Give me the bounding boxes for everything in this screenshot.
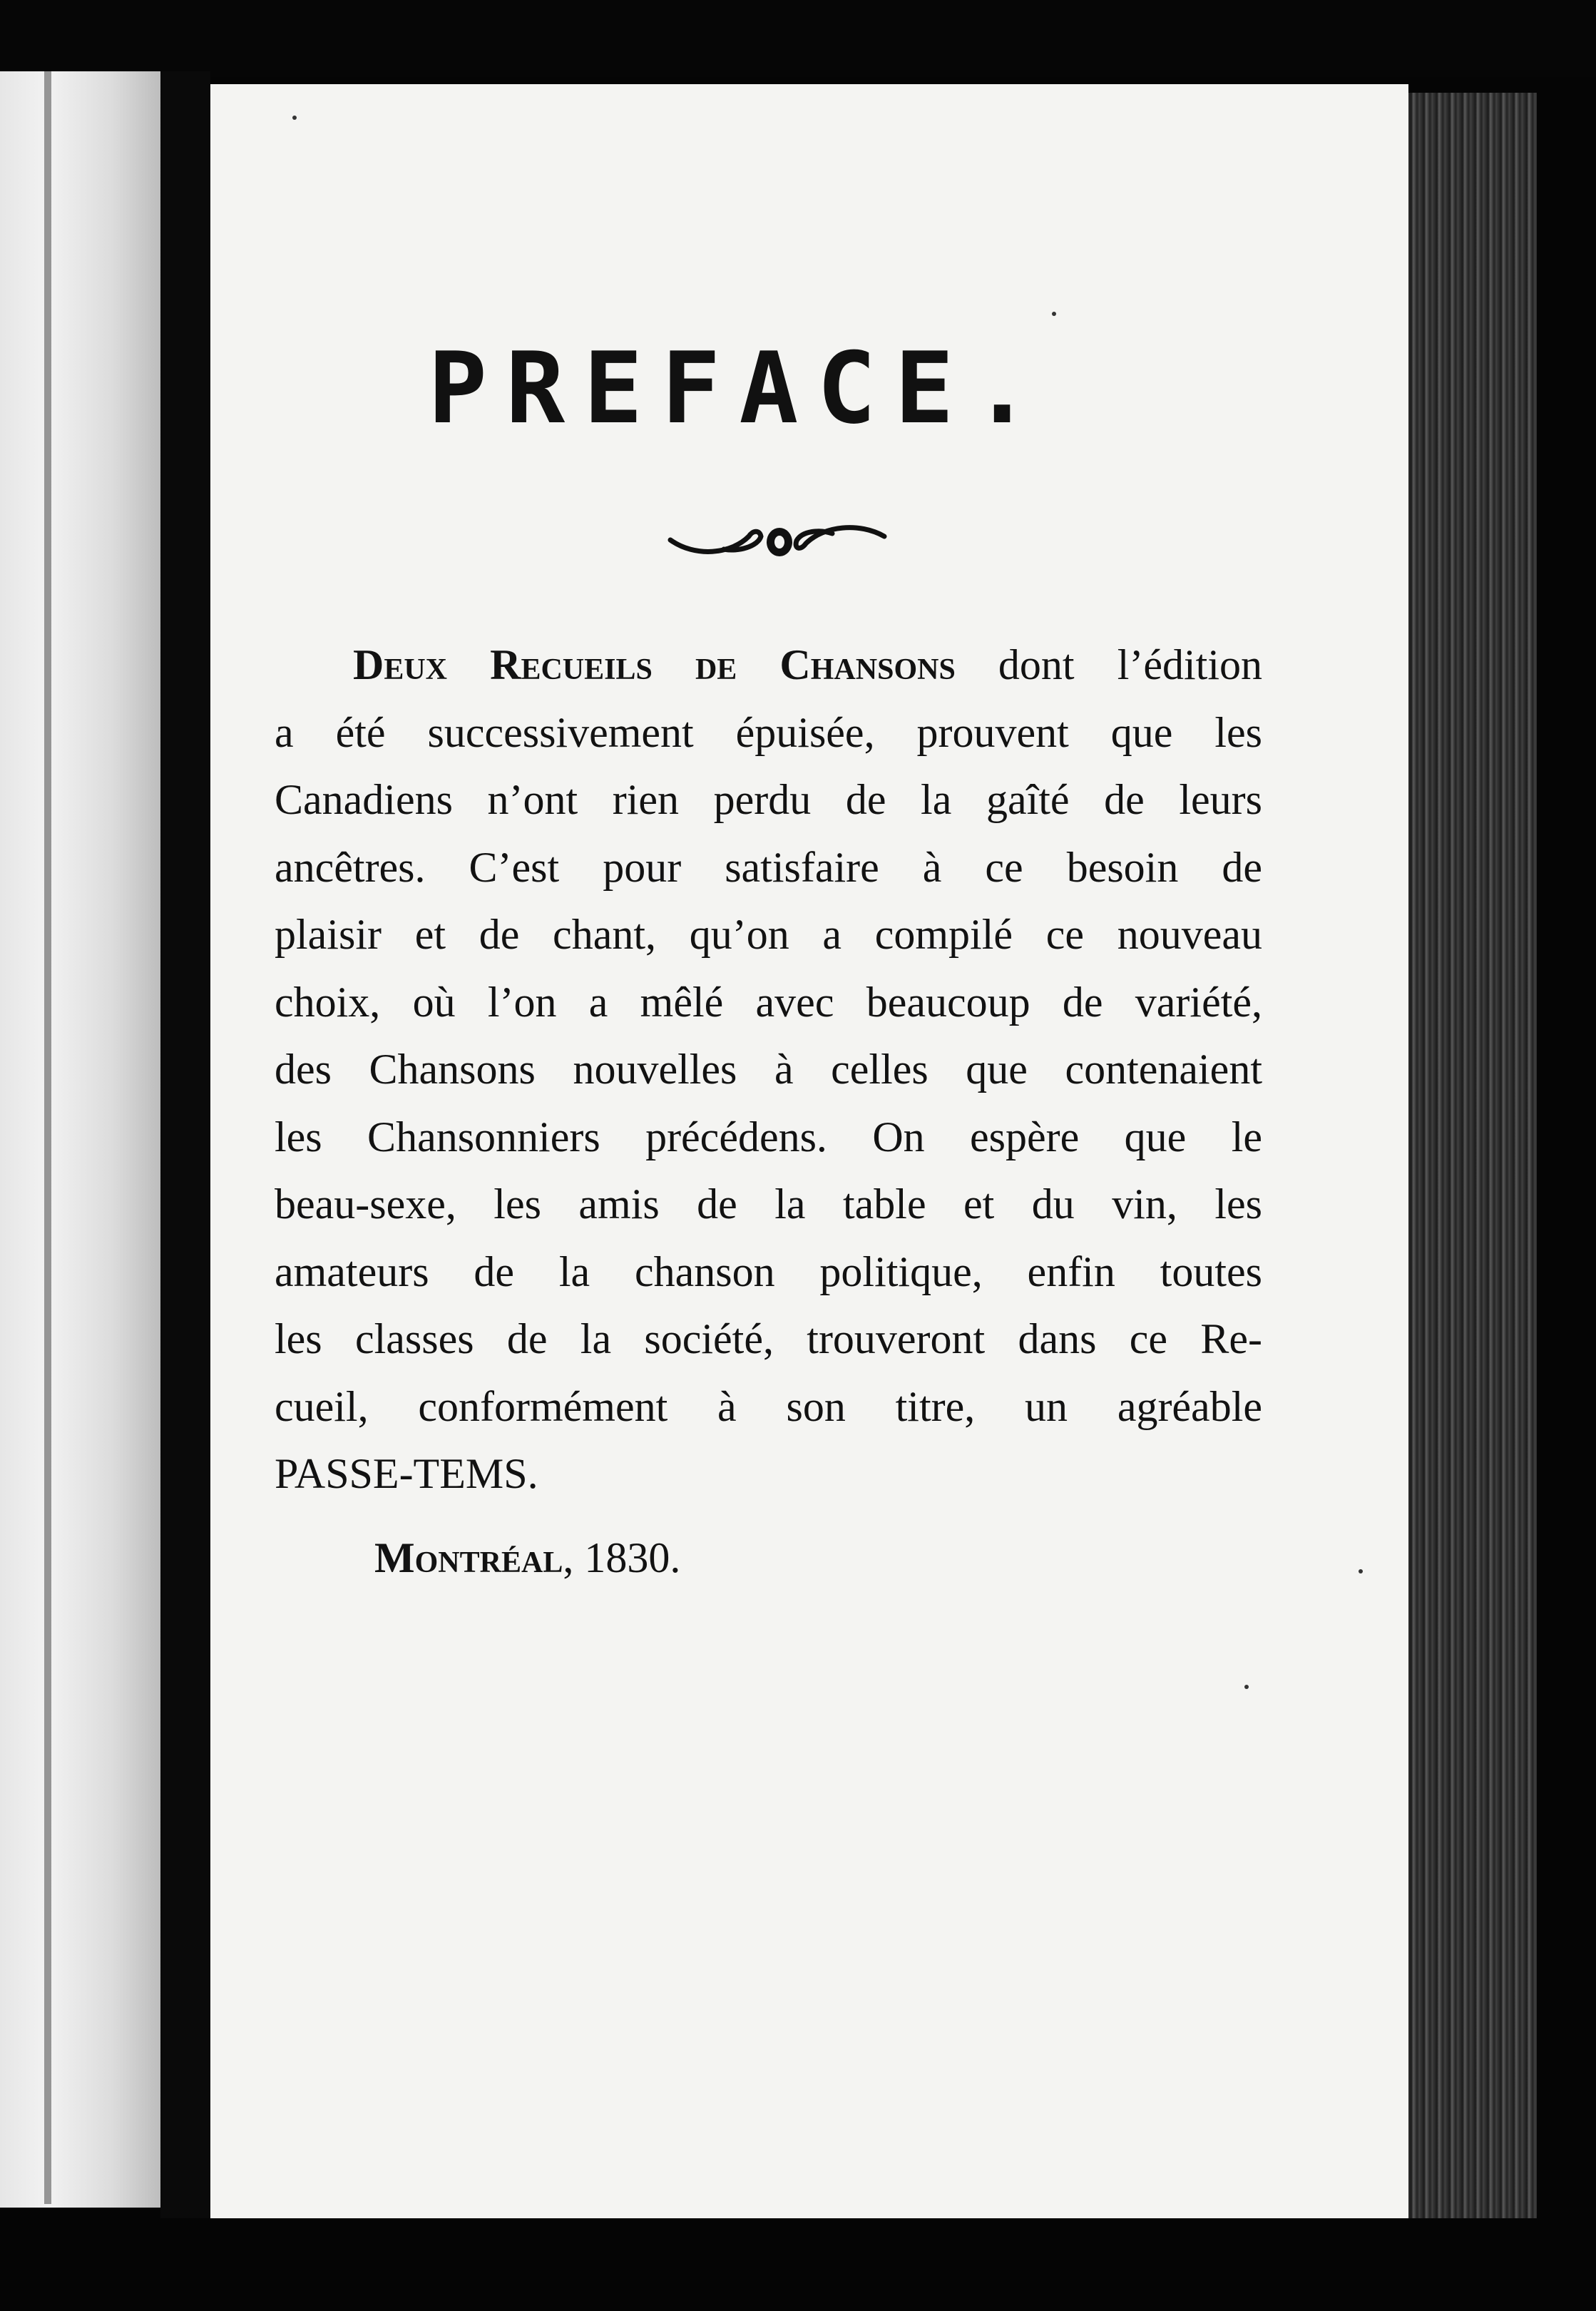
line-text: dont l’édition bbox=[955, 641, 1262, 688]
comma-separator: , bbox=[563, 1534, 585, 1581]
ink-speck bbox=[1359, 1569, 1363, 1573]
paragraph-line: ancêtres. C’est pour satisfaire à ce besoin de bbox=[275, 843, 1262, 891]
book-gutter bbox=[160, 71, 210, 2311]
year: 1830. bbox=[584, 1534, 681, 1581]
paragraph-line: PASSE-TEMS. bbox=[275, 1450, 538, 1497]
ink-speck bbox=[292, 116, 297, 120]
paragraph-line: amateurs de la chanson politique, enfin toutes bbox=[275, 1248, 1262, 1295]
paragraph-line: Canadiens n’ont rien perdu de la gaîté de leurs bbox=[275, 776, 1262, 823]
facing-page-shadow bbox=[44, 71, 51, 2204]
page-title: PREFACE. bbox=[428, 331, 1050, 446]
ornament-flourish-icon bbox=[667, 515, 888, 565]
paragraph-line: plaisir et de chant, qu’on a compilé ce nouveau bbox=[275, 911, 1262, 958]
ink-speck bbox=[1244, 1685, 1249, 1689]
place-name: Montréal bbox=[374, 1534, 563, 1581]
preface-paragraph bbox=[275, 631, 1262, 1508]
recueils-smallcaps: Deux Recueils de Chansons bbox=[353, 641, 956, 688]
paragraph-line: des Chansons nouvelles à celles que contenaient bbox=[275, 1046, 1262, 1093]
page-block-edge bbox=[1394, 93, 1537, 2225]
signature-place-date bbox=[374, 1534, 680, 1583]
paragraph-line: les Chansonniers précédens. On espère que le bbox=[275, 1113, 1262, 1160]
paragraph-line: choix, où l’on a mêlé avec beaucoup de variété, bbox=[275, 978, 1262, 1026]
scan-top-border bbox=[0, 0, 1596, 77]
paragraph-line: les classes de la société, trouveront dans ce Re- bbox=[275, 1315, 1262, 1362]
facing-page-edge bbox=[0, 71, 160, 2208]
paragraph-line: beau-sexe, les amis de la table et du vin, les bbox=[275, 1180, 1262, 1228]
paragraph-line: a été successivement épuisée, prouvent que les bbox=[275, 708, 1262, 756]
scan-bottom-border bbox=[0, 2218, 1596, 2311]
ink-speck bbox=[1052, 312, 1056, 316]
paragraph-line: cueil, conformément à son titre, un agréable bbox=[275, 1382, 1262, 1430]
paragraph-line bbox=[275, 631, 1262, 699]
